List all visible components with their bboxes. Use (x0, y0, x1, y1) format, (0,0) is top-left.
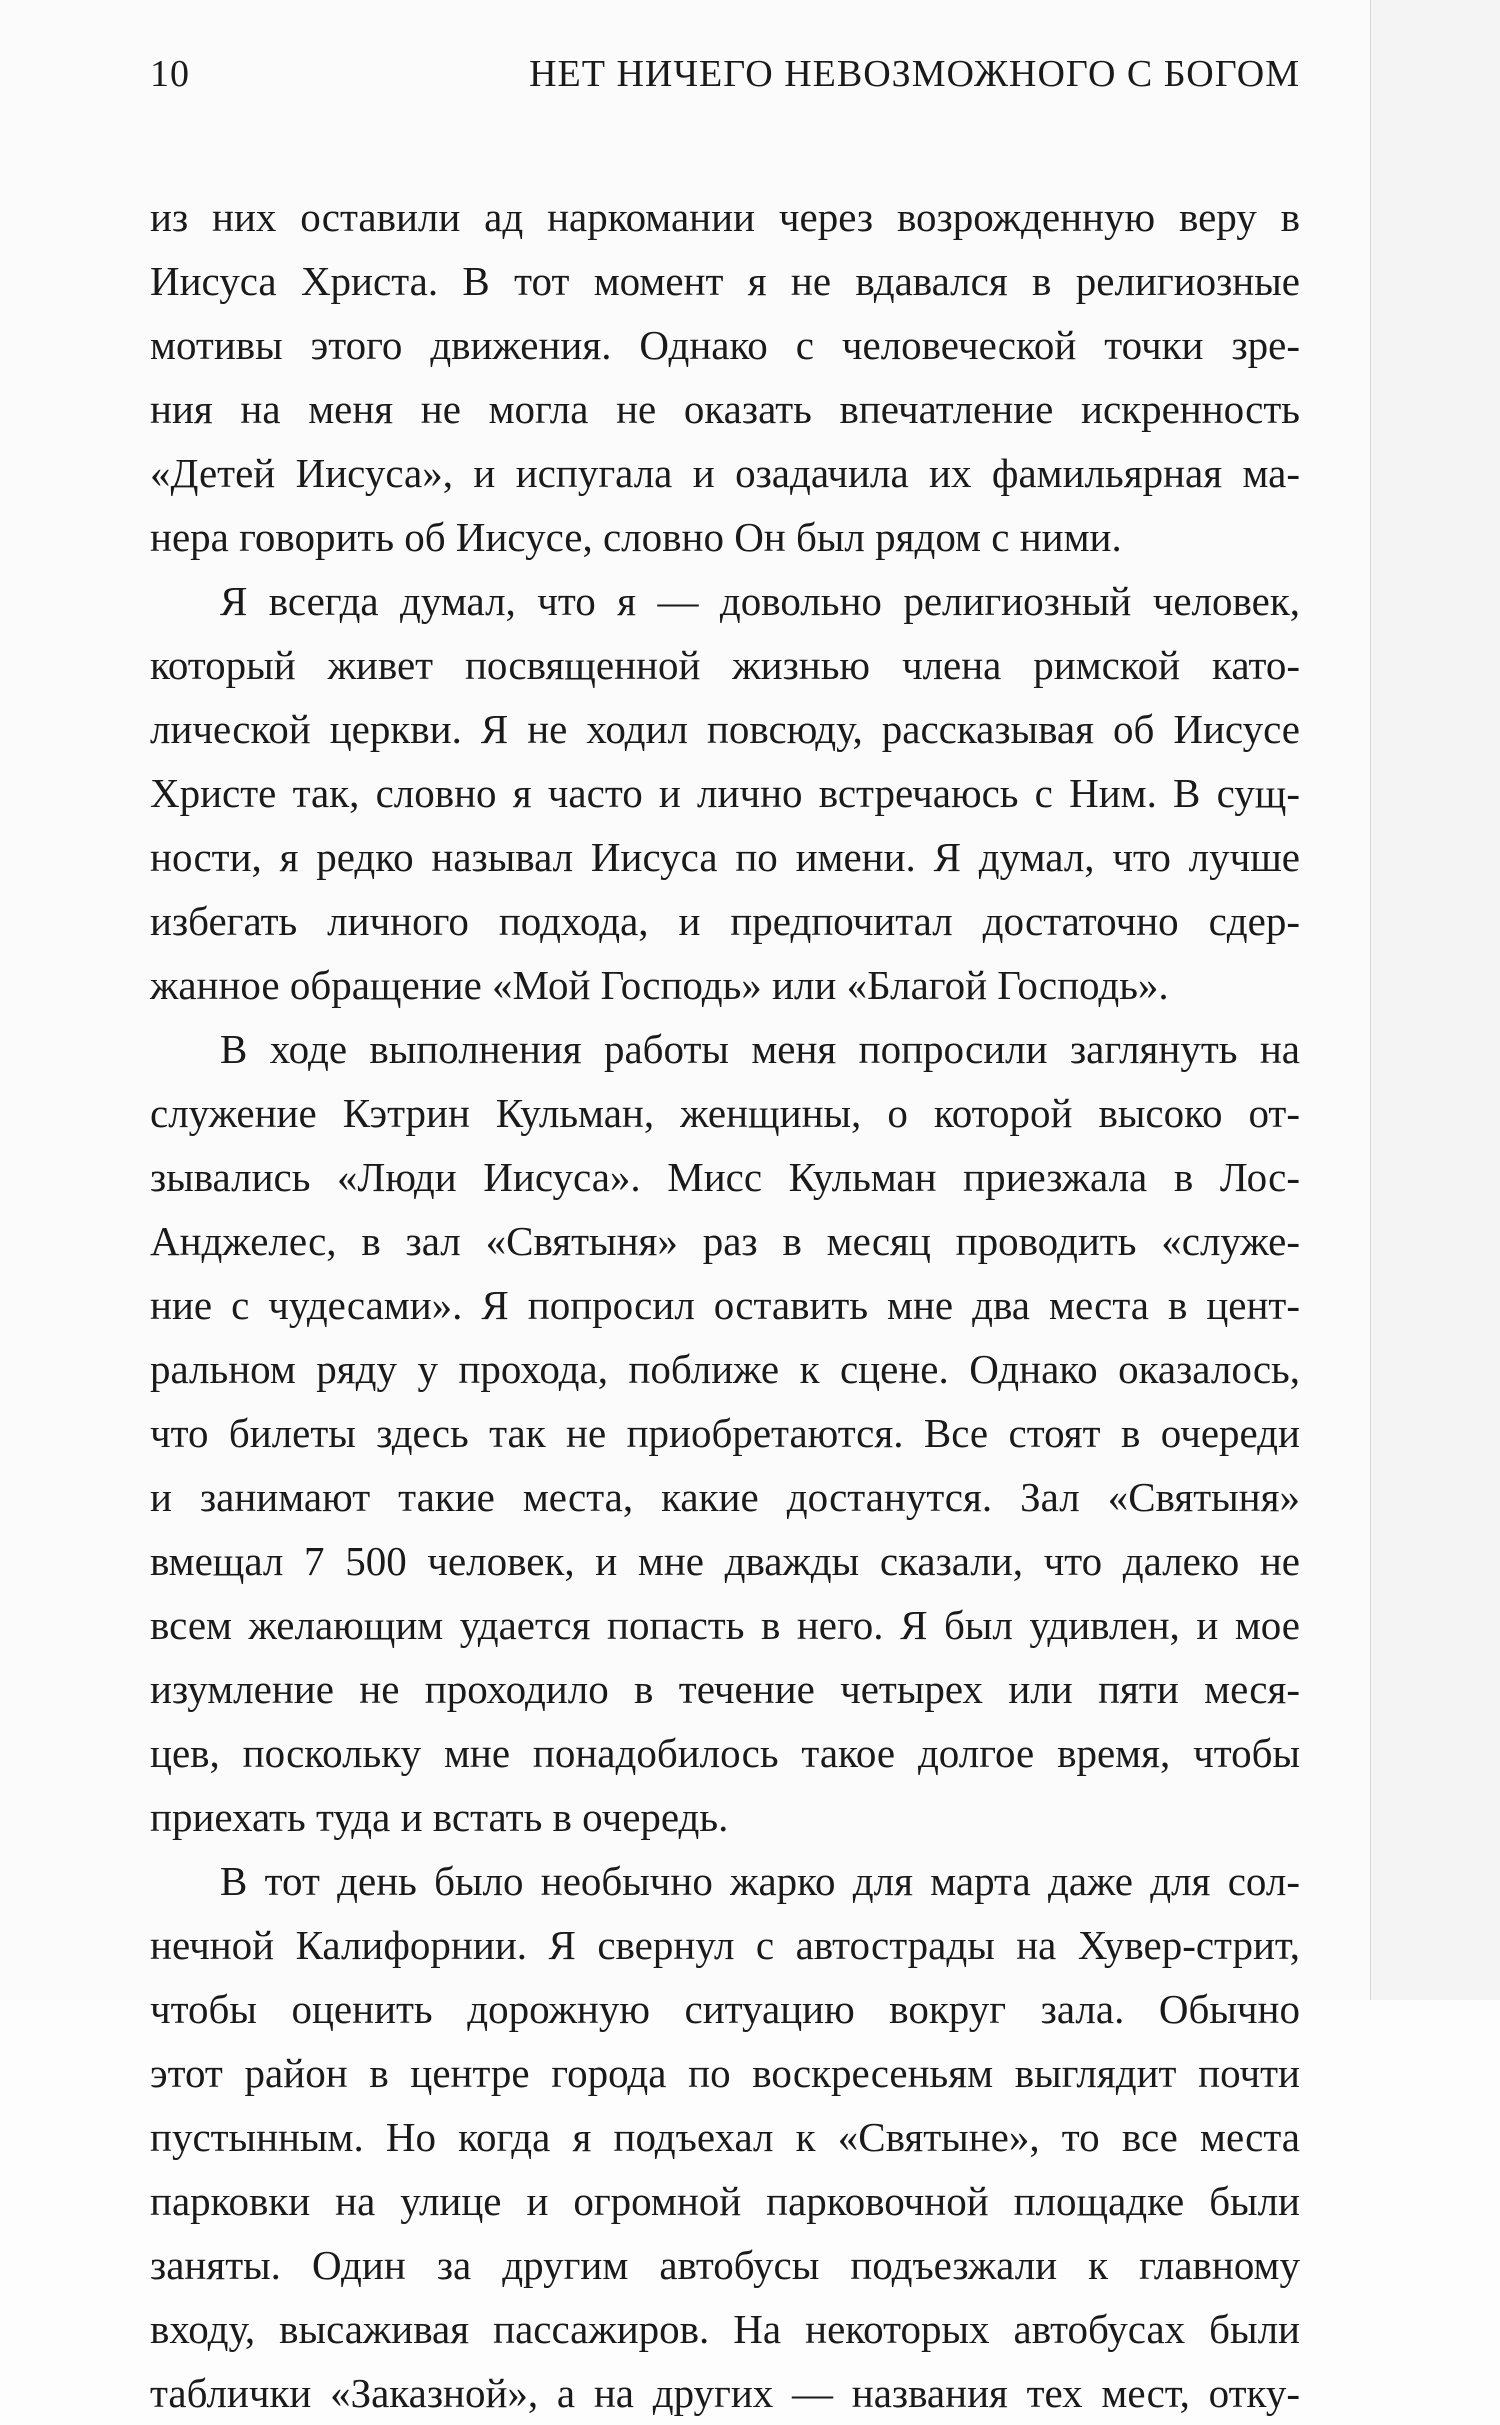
text-line: таблички «Заказной», а на других — названия тех мест, отку- (150, 2370, 1300, 2416)
text-line: заняты. Один за другим автобусы подъезжали к главному (150, 2242, 1300, 2288)
text-line: входу, высаживая пассажиров. На некоторых автобусах были (150, 2306, 1300, 2352)
text-line: цев, поскольку мне понадобилось такое долгое время, чтобы (150, 1730, 1300, 1776)
text-line: ние с чудесами». Я попросил оставить мне два места в цент- (150, 1282, 1300, 1328)
text-line: ния на меня не могла не оказать впечатление искренность (150, 386, 1300, 432)
text-line: парковки на улице и огромной парковочной площадке были (150, 2178, 1300, 2224)
text-line: из них оставили ад наркомании через возрожденную веру в (150, 194, 1300, 240)
text-line: зывались «Люди Иисуса». Мисс Кульман приезжала в Лос- (150, 1154, 1300, 1200)
page-edge (1370, 0, 1500, 2000)
text-line: служение Кэтрин Кульман, женщины, о которой высоко от- (150, 1090, 1300, 1136)
body-text (150, 185, 1300, 2425)
text-line: что билеты здесь так не приобретаются. Все стоят в очереди (150, 1410, 1300, 1456)
text-line: ности, я редко называл Иисуса по имени. Я думал, что лучше (150, 834, 1300, 880)
text-line: приехать туда и встать в очередь. (150, 1794, 729, 1840)
text-line: избегать личного подхода, и предпочитал достаточно сдер- (150, 898, 1300, 944)
paragraph-first-line: Я всегда думал, что я — довольно религиозный человек, (220, 578, 1300, 624)
running-head (150, 52, 1300, 102)
running-title: НЕТ НИЧЕГО НЕВОЗМОЖНОГО С БОГОМ (529, 53, 1300, 95)
text-line: нечной Калифорнии. Я свернул с автострады на Хувер-стрит, (150, 1922, 1300, 1968)
text-line: лической церкви. Я не ходил повсюду, рассказывая об Иисусе (150, 706, 1300, 752)
text-line: Иисуса Христа. В тот момент я не вдавался в религиозные (150, 258, 1300, 304)
text-line: жанное обращение «Мой Господь» или «Благой Господь». (150, 962, 1169, 1008)
text-line: вмещал 7 500 человек, и мне дважды сказали, что далеко не (150, 1538, 1300, 1584)
page-number: 10 (150, 53, 190, 95)
text-line: этот район в центре города по воскресеньям выглядит почти (150, 2050, 1300, 2096)
paragraph-first-line: В ходе выполнения работы меня попросили заглянуть на (220, 1026, 1300, 1072)
text-line: Христе так, словно я часто и лично встречаюсь с Ним. В сущ- (150, 770, 1300, 816)
text-line: Анджелес, в зал «Святыня» раз в месяц проводить «служе- (150, 1218, 1300, 1264)
text-line: и занимают такие места, какие достанутся. Зал «Святыня» (150, 1474, 1300, 1520)
text-line: мотивы этого движения. Однако с человеческой точки зре- (150, 322, 1300, 368)
paragraph-first-line: В тот день было необычно жарко для марта даже для сол- (220, 1858, 1300, 1904)
text-line: «Детей Иисуса», и испугала и озадачила их фамильярная ма- (150, 450, 1300, 496)
text-line: пустынным. Но когда я подъехал к «Святыне», то все места (150, 2114, 1300, 2160)
text-line: всем желающим удается попасть в него. Я был удивлен, и мое (150, 1602, 1300, 1648)
text-line: чтобы оценить дорожную ситуацию вокруг зала. Обычно (150, 1986, 1300, 2032)
text-line: нера говорить об Иисусе, словно Он был рядом с ними. (150, 514, 1122, 560)
text-line: который живет посвященной жизнью члена римской като- (150, 642, 1300, 688)
text-line: изумление не проходило в течение четырех или пяти меся- (150, 1666, 1300, 1712)
text-line: ральном ряду у прохода, поближе к сцене. Однако оказалось, (150, 1346, 1300, 1392)
